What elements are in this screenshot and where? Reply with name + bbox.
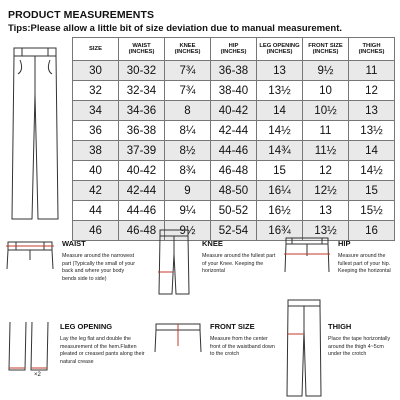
cell: 30 [73,61,119,81]
table-row [73,61,395,81]
cell: 52-54 [211,221,257,241]
waist-label: WAIST [62,239,86,248]
cell: 40 [73,161,119,181]
cell: 12 [303,161,349,181]
cell: 36-38 [119,121,165,141]
table-row [73,81,395,101]
multiplier-text: ×2 [34,372,41,378]
leg-opening-description: Lay the leg flat and double the measurement of the hem.Flatten pleated or creased pants along their natural crease [60,336,145,366]
cell: 15 [349,181,395,201]
hip-label: HIP [338,239,351,248]
table-header-row [73,38,395,61]
hip-illustration [282,234,332,274]
knee-description: Measure around the fullest part of your Knee. Keeping the horizontal [202,253,276,275]
cell: 14½ [257,121,303,141]
tips-note: Tips:Please allow a little bit of size deviation due to manual measurement. [8,23,342,34]
cell: 11 [303,121,349,141]
cell: 8½ [165,141,211,161]
col-leg-opening: LEG OPENING (INCHES) [257,38,303,61]
front-size-description: Measure from the center front of the waistband down to the crotch [210,336,275,358]
cell: 15 [257,161,303,181]
thigh-description: Place the tape horizontally around the thigh 4~5cm under the crotch [328,336,391,358]
cell: 40-42 [119,161,165,181]
cell: 32 [73,81,119,101]
col-hip: HIP (INCHES) [211,38,257,61]
table-row [73,201,395,221]
front-size-label: FRONT SIZE [210,322,255,331]
cell: 13 [349,101,395,121]
cell: 30-32 [119,61,165,81]
cell: 14½ [349,161,395,181]
cell: 34 [73,101,119,121]
table-row [73,161,395,181]
cell: 16¾ [257,221,303,241]
cell: 16¼ [257,181,303,201]
table-row [73,121,395,141]
cell: 42 [73,181,119,201]
pants-illustration [6,44,64,222]
cell: 32-34 [119,81,165,101]
cell: 10 [303,81,349,101]
thigh-illustration [284,298,324,398]
table-row [73,101,395,121]
knee-label: KNEE [202,239,223,248]
leg-opening-guide [0,318,150,400]
col-size: SIZE [73,38,119,61]
cell: 11 [349,61,395,81]
hip-description: Measure around the fullest part of your hip. Keeping the horizontal [338,253,391,275]
cell: 34-36 [119,101,165,121]
col-knee: KNEE (INCHES) [165,38,211,61]
col-waist: WAIST (INCHES) [119,38,165,61]
waist-guide [0,228,140,300]
cell: 44-46 [211,141,257,161]
leg-opening-label: LEG OPENING [60,322,113,331]
cell: 14 [257,101,303,121]
cell: 12 [349,81,395,101]
cell: 46 [73,221,119,241]
page-title: PRODUCT MEASUREMENTS [8,9,155,21]
cell: 38-40 [211,81,257,101]
leg-opening-illustration [4,320,50,384]
cell: 13½ [349,121,395,141]
knee-guide [150,228,280,300]
cell: 50-52 [211,201,257,221]
cell: 9½ [303,61,349,81]
cell: 38 [73,141,119,161]
thigh-label: THIGH [328,322,352,331]
cell: 9¼ [165,201,211,221]
size-chart-table [72,37,395,241]
cell: 42-44 [119,181,165,201]
cell: 48-50 [211,181,257,201]
cell: 10½ [303,101,349,121]
cell: 16 [349,221,395,241]
knee-illustration [156,228,192,296]
cell: 13½ [303,221,349,241]
cell: 14¾ [257,141,303,161]
cell: 44 [73,201,119,221]
cell: 42-44 [211,121,257,141]
col-thigh: THIGH (INCHES) [349,38,395,61]
cell: 13 [303,201,349,221]
cell: 44-46 [119,201,165,221]
waist-illustration [4,236,56,270]
waist-description: Measure around the narrowest part (Typically the small of your back and where your body bends side to side) [62,253,136,283]
cell: 37-39 [119,141,165,161]
cell: 16½ [257,201,303,221]
thigh-guide [280,298,400,400]
cell: 46-48 [119,221,165,241]
cell: 15½ [349,201,395,221]
cell: 12½ [303,181,349,201]
cell: 8¼ [165,121,211,141]
cell: 7¾ [165,61,211,81]
front-size-illustration [152,320,204,354]
cell: 40-42 [211,101,257,121]
cell: 7¾ [165,81,211,101]
col-front-size: FRONT SIZE (INCHES) [303,38,349,61]
table-row [73,141,395,161]
cell: 9 [165,181,211,201]
cell: 13½ [257,81,303,101]
cell: 8¾ [165,161,211,181]
front-size-guide [150,318,280,400]
cell: 14 [349,141,395,161]
cell: 9½ [165,221,211,241]
cell: 36 [73,121,119,141]
hip-guide [280,228,400,300]
cell: 13 [257,61,303,81]
cell: 46-48 [211,161,257,181]
cell: 36-38 [211,61,257,81]
table-row [73,181,395,201]
cell: 8 [165,101,211,121]
cell: 11½ [303,141,349,161]
